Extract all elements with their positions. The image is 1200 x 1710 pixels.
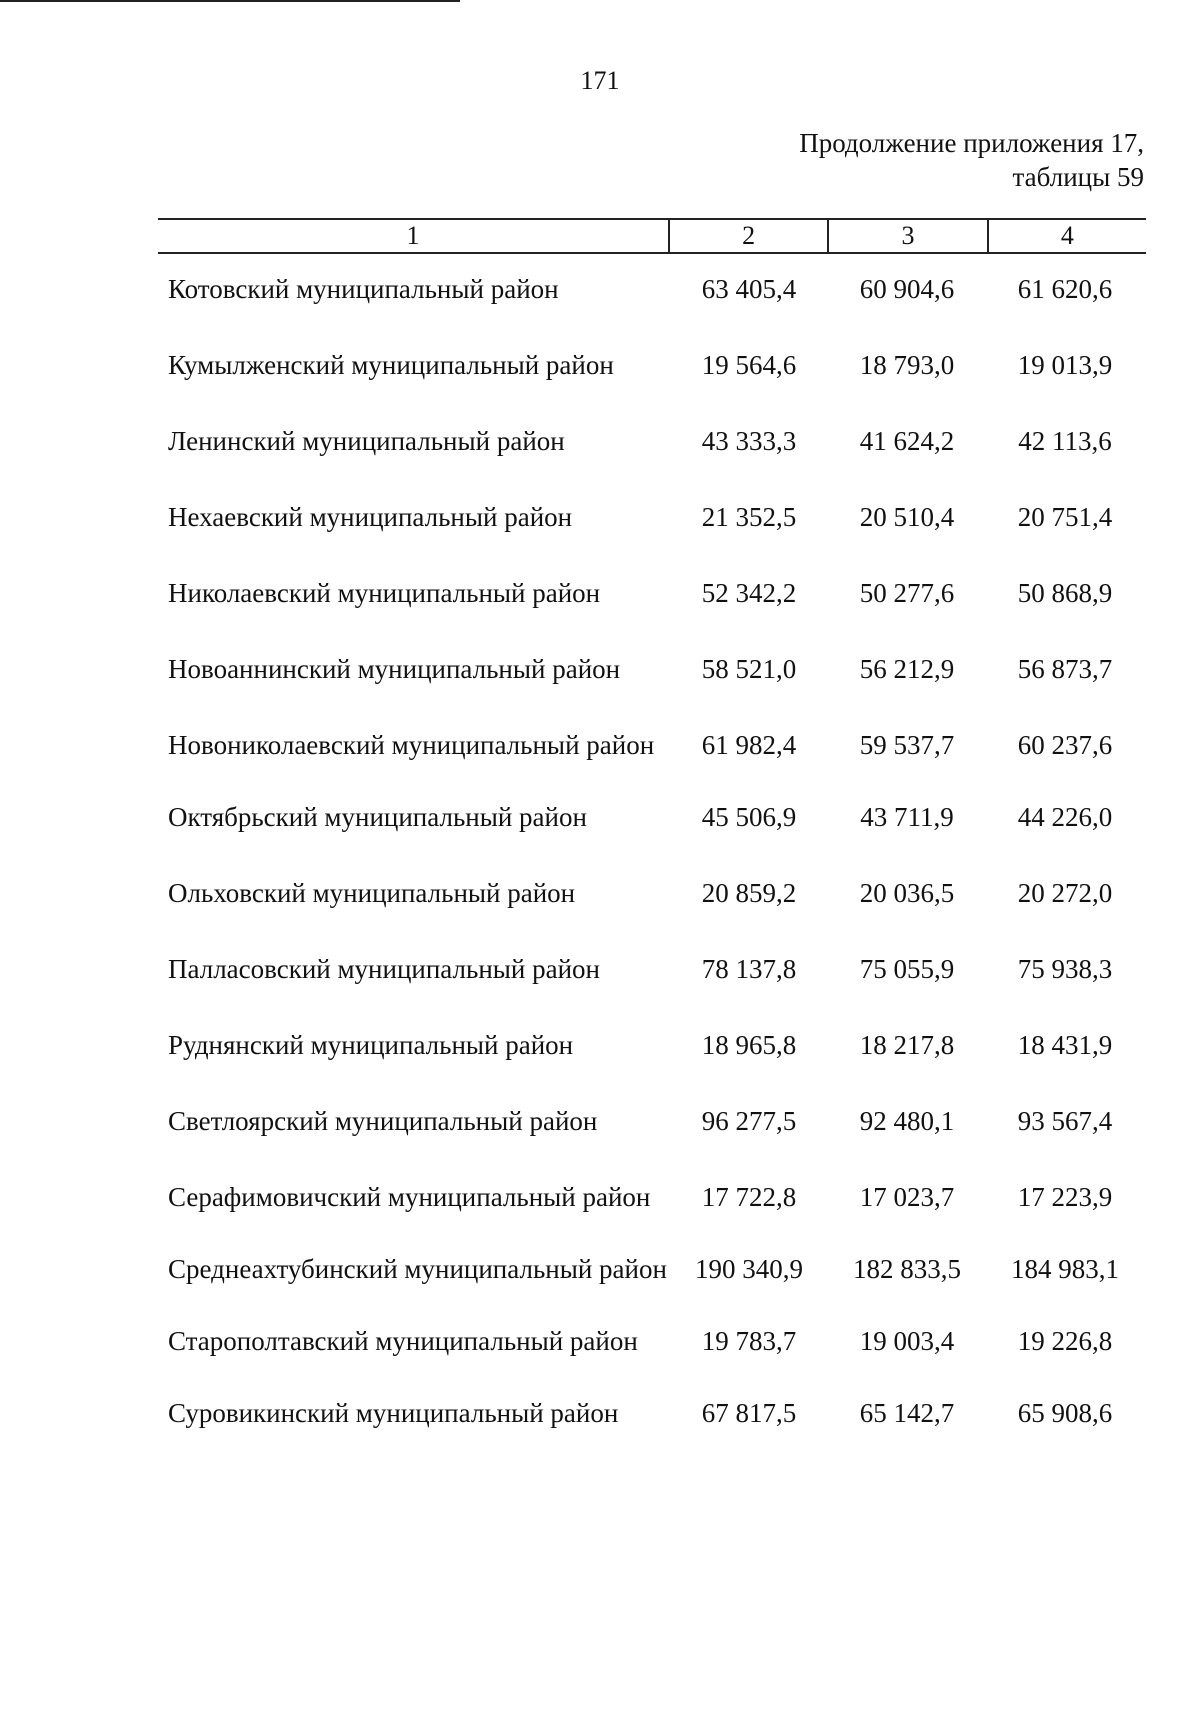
value-col-3: 50 277,6 xyxy=(859,578,955,608)
value-col-3: 56 212,9 xyxy=(859,654,955,684)
value-col-3: 43 711,9 xyxy=(860,802,954,832)
continuation-line-2: таблицы 59 xyxy=(1012,162,1144,192)
value-col-2: 45 506,9 xyxy=(701,802,797,832)
value-col-3: 20 510,4 xyxy=(859,502,955,532)
continuation-line-1: Продолжение приложения 17, xyxy=(799,128,1144,158)
value-col-4: 93 567,4 xyxy=(1017,1106,1113,1136)
value-col-2: 17 722,8 xyxy=(701,1182,797,1212)
value-col-4: 61 620,6 xyxy=(1017,274,1113,304)
column-header-2: 2 xyxy=(668,220,827,252)
table-row xyxy=(158,1182,1146,1213)
district-name: Среднеахтубинский муниципальный район xyxy=(168,1254,667,1284)
district-name: Октябрьский муниципальный район xyxy=(168,802,587,832)
value-col-2: 96 277,5 xyxy=(701,1106,797,1136)
district-name: Суровикинский муниципальный район xyxy=(168,1398,619,1428)
value-col-3: 60 904,6 xyxy=(859,274,955,304)
district-name: Новониколаевский муниципальный район xyxy=(168,730,655,760)
value-col-2: 190 340,9 xyxy=(695,1254,803,1284)
value-col-2: 78 137,8 xyxy=(701,954,797,984)
value-col-4: 17 223,9 xyxy=(1017,1182,1113,1212)
table-row xyxy=(158,1254,1146,1285)
table-row xyxy=(158,654,1146,685)
value-col-4: 44 226,0 xyxy=(1017,802,1113,832)
value-col-3: 75 055,9 xyxy=(859,954,955,984)
value-col-3: 18 217,8 xyxy=(859,1030,955,1060)
value-col-2: 58 521,0 xyxy=(701,654,797,684)
continuation-note xyxy=(799,126,1144,194)
value-col-4: 60 237,6 xyxy=(1017,730,1113,760)
value-col-3: 92 480,1 xyxy=(859,1106,955,1136)
value-col-4: 19 013,9 xyxy=(1017,350,1113,380)
value-col-4: 19 226,8 xyxy=(1017,1326,1113,1356)
column-header-4: 4 xyxy=(987,220,1146,252)
value-col-2: 21 352,5 xyxy=(701,502,797,532)
district-name: Новоаннинский муниципальный район xyxy=(168,654,621,684)
table-row xyxy=(158,1398,1146,1429)
value-col-3: 20 036,5 xyxy=(859,878,955,908)
value-col-2: 19 783,7 xyxy=(701,1326,797,1356)
district-name: Ольховский муниципальный район xyxy=(168,878,576,908)
scan-edge-line xyxy=(0,0,460,2)
value-col-4: 42 113,6 xyxy=(1018,426,1112,456)
value-col-2: 20 859,2 xyxy=(701,878,797,908)
value-col-3: 65 142,7 xyxy=(859,1398,955,1428)
value-col-2: 67 817,5 xyxy=(701,1398,797,1428)
table-row xyxy=(158,578,1146,609)
data-table xyxy=(158,218,1146,1474)
value-col-3: 41 624,2 xyxy=(859,426,955,456)
table-body xyxy=(158,274,1146,1429)
district-name: Руднянский муниципальный район xyxy=(168,1030,574,1060)
value-col-2: 61 982,4 xyxy=(701,730,797,760)
table-row xyxy=(158,1106,1146,1137)
page-number: 171 xyxy=(580,66,620,95)
column-header-1: 1 xyxy=(406,221,420,250)
district-name: Кумылженский муниципальный район xyxy=(168,350,614,380)
value-col-2: 19 564,6 xyxy=(701,350,797,380)
table-row xyxy=(158,274,1146,305)
district-name: Котовский муниципальный район xyxy=(168,274,559,304)
table-row xyxy=(158,878,1146,909)
value-col-4: 65 908,6 xyxy=(1017,1398,1113,1428)
value-col-3: 18 793,0 xyxy=(859,350,955,380)
table-row xyxy=(158,502,1146,533)
district-name: Светлоярский муниципальный район xyxy=(168,1106,598,1136)
table-row xyxy=(158,802,1146,833)
value-col-4: 20 751,4 xyxy=(1017,502,1113,532)
value-col-4: 75 938,3 xyxy=(1017,954,1113,984)
value-col-2: 63 405,4 xyxy=(701,274,797,304)
value-col-4: 18 431,9 xyxy=(1017,1030,1113,1060)
table-row xyxy=(158,730,1146,761)
value-col-4: 184 983,1 xyxy=(1011,1254,1119,1284)
district-name: Серафимовичский муниципальный район xyxy=(168,1182,651,1212)
district-name: Нехаевский муниципальный район xyxy=(168,502,573,532)
value-col-2: 52 342,2 xyxy=(701,578,797,608)
table-row xyxy=(158,1326,1146,1357)
value-col-4: 50 868,9 xyxy=(1017,578,1113,608)
table-row xyxy=(158,1030,1146,1061)
table-row xyxy=(158,426,1146,457)
table-row xyxy=(158,954,1146,985)
value-col-4: 56 873,7 xyxy=(1017,654,1113,684)
district-name: Ленинский муниципальный район xyxy=(168,426,565,456)
value-col-3: 182 833,5 xyxy=(853,1254,961,1284)
district-name: Палласовский муниципальный район xyxy=(168,954,600,984)
table-row xyxy=(158,350,1146,381)
value-col-3: 59 537,7 xyxy=(859,730,955,760)
value-col-3: 17 023,7 xyxy=(859,1182,955,1212)
value-col-3: 19 003,4 xyxy=(859,1326,955,1356)
column-header-3: 3 xyxy=(827,220,986,252)
value-col-2: 18 965,8 xyxy=(701,1030,797,1060)
district-name: Старополтавский муниципальный район xyxy=(168,1326,638,1356)
district-name: Николаевский муниципальный район xyxy=(168,578,601,608)
value-col-4: 20 272,0 xyxy=(1017,878,1113,908)
value-col-2: 43 333,3 xyxy=(701,426,797,456)
table-header-row xyxy=(158,218,1146,254)
